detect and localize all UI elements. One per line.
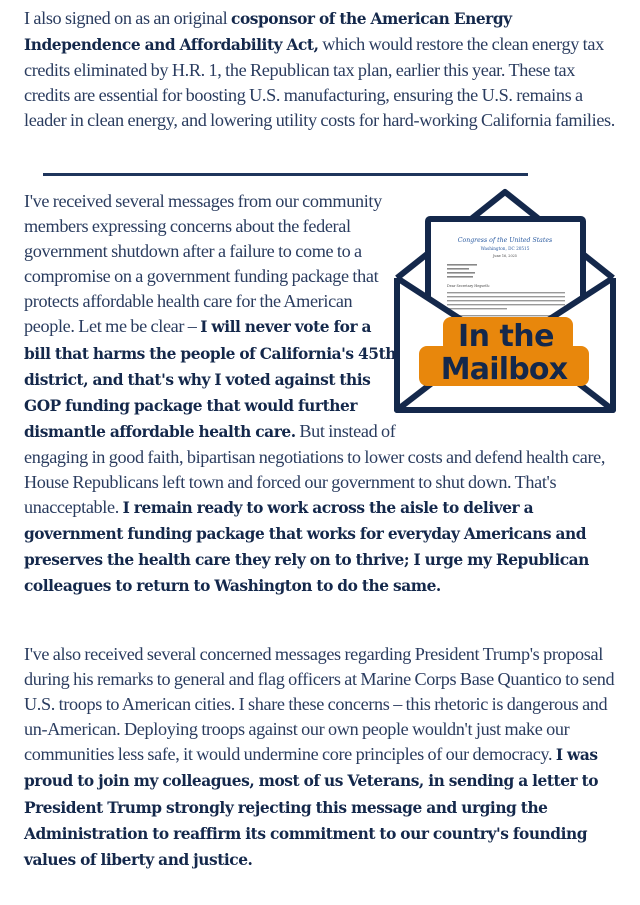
paragraph-energy-act — [24, 6, 624, 133]
emphasized-text: I will never vote for a bill that harms the people of California's 45th district, and that's why I voted against this GOP funding package that would further dismantle affordable health care. — [24, 318, 396, 441]
body-text: which would restore the clean energy tax credits eliminated by H.R. 1, the Republican tax plan, earlier this year. These tax credits are essential for boosting U.S. manufacturing, ensuring the U.S. remains a leader in clean energy, and lowering utility costs for hard-working California families. — [24, 34, 615, 131]
emphasized-text: I was proud to join my colleagues, most of us Veterans, in sending a letter to President Trump strongly rejecting this message and urging the Administration to reaffirm its commitment to our country's founding values of liberty and justice. — [24, 746, 599, 869]
section-divider — [43, 173, 528, 176]
svg-text:June 16, 2025: June 16, 2025 — [493, 254, 517, 258]
in-the-mailbox-graphic — [392, 186, 618, 416]
body-text: I've also received several concerned messages regarding President Trump's proposal during his remarks to general and flag officers at Marine Corps Base Quantico to send U.S. troops to American cities. I share these concerns – this rhetoric is dangerous and un-American. Deploying troops against our own people wouldn't just make our communities less safe, it would undermine core principles of our democracy. — [24, 644, 615, 765]
body-text: But instead of engaging in good faith, bipartisan negotiations to lower costs and defend health care, House Republicans left town and forced our government to shut down. That's unacceptable. — [24, 420, 606, 518]
paragraph-troops — [24, 642, 624, 873]
body-text: I've received several messages from our community members expressing concerns about the federal government shutdown after a failure to come to a compromise on a government funding package that protects affordable health care for the American people. Let me be clear – — [24, 191, 382, 337]
body-text: I also signed on as an original — [24, 8, 232, 28]
emphasized-text: cosponsor of the American Energy Independence and Affordability Act, — [24, 10, 512, 55]
svg-text:Mailbox: Mailbox — [440, 352, 568, 387]
emphasized-text: I remain ready to work across the aisle to deliver a government funding package that works for everyday Americans and preserves the health care they rely on to thrive; I urge my Republican colleagues to return to Washington to do the same. — [24, 499, 589, 596]
svg-text:In the: In the — [457, 319, 555, 354]
svg-text:Dear Secretary Hegseth:: Dear Secretary Hegseth: — [447, 284, 490, 288]
svg-text:Congress of the United States: Congress of the United States — [457, 237, 553, 244]
mailbox-label — [419, 317, 589, 387]
svg-text:Washington, DC 20515: Washington, DC 20515 — [480, 246, 530, 251]
